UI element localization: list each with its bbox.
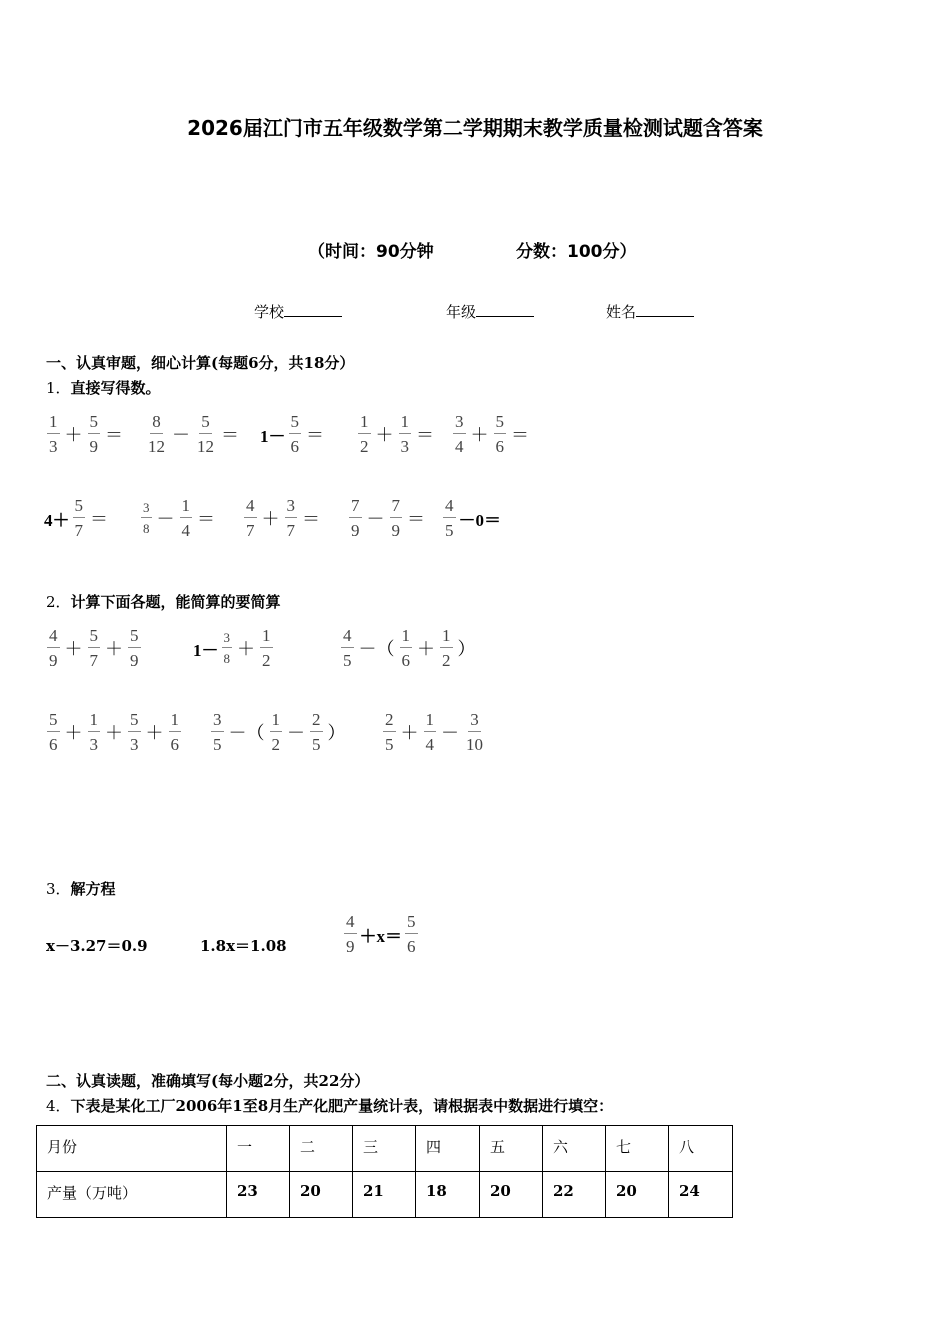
operator: － [172, 425, 190, 445]
numerator: 7 [349, 497, 362, 518]
q1-expr-c [260, 406, 326, 462]
denominator: 4 [455, 437, 464, 456]
numerator: 3 [211, 711, 224, 732]
denominator: 5 [385, 735, 394, 754]
numerator: 5 [128, 627, 141, 648]
operator: －（ [228, 723, 265, 743]
denominator: 6 [407, 937, 416, 956]
operator: ） [327, 723, 346, 743]
numerator: 5 [88, 413, 101, 434]
q1-expr-i [346, 490, 427, 546]
month-cell: 七 [606, 1126, 669, 1172]
operator: 1－ [260, 426, 286, 446]
q1-expr-h [241, 490, 322, 546]
month-cell: 五 [480, 1126, 543, 1172]
fraction [169, 711, 182, 753]
q3-equation-c [341, 906, 421, 962]
numerator: 4 [341, 627, 354, 648]
month-header: 月份 [37, 1126, 227, 1172]
table-row [37, 1172, 733, 1218]
fraction [453, 413, 466, 455]
page-title: 2026届江门市五年级数学第二学期期末教学质量检测试题含答案 [187, 116, 763, 140]
denominator: 2 [262, 651, 271, 670]
numerator: 5 [494, 413, 507, 434]
q1-expr-a [44, 406, 125, 462]
denominator: 2 [442, 651, 451, 670]
operator: ＋ [105, 639, 123, 659]
denominator: 5 [213, 735, 222, 754]
q2-number: 2． [46, 593, 71, 611]
operator: ＋ [237, 639, 255, 659]
denominator: 4 [425, 735, 434, 754]
fraction [47, 413, 60, 455]
denominator: 7 [74, 521, 83, 540]
operator: －（ [358, 639, 395, 659]
month-cell: 六 [543, 1126, 606, 1172]
fraction [211, 711, 224, 753]
denominator: 3 [400, 437, 409, 456]
numerator: 4 [47, 627, 60, 648]
denominator: 4 [181, 521, 190, 540]
operator: ＝ [302, 509, 320, 529]
grade-label: 年级 [446, 303, 477, 321]
fraction [383, 711, 396, 753]
numerator: 3 [222, 631, 233, 648]
fraction [349, 497, 362, 539]
numerator: 4 [443, 497, 456, 518]
numerator: 3 [285, 497, 298, 518]
q1-expr-g [138, 490, 217, 546]
fraction [260, 627, 273, 669]
denominator: 6 [49, 735, 58, 754]
operator: － [287, 723, 305, 743]
numerator: 2 [310, 711, 323, 732]
month-cell: 三 [353, 1126, 416, 1172]
denominator: 12 [197, 437, 214, 456]
fraction [289, 413, 302, 455]
numerator: 5 [199, 413, 212, 434]
q2-text: 计算下面各题，能简算的要简算 [70, 593, 281, 611]
denominator: 5 [445, 521, 454, 540]
fraction [195, 413, 216, 455]
fraction [310, 711, 323, 753]
fraction [128, 627, 141, 669]
exam-time: （时间：90分钟 [308, 242, 434, 262]
denominator: 5 [343, 651, 352, 670]
operator: ＋ [400, 723, 419, 743]
denominator: 6 [290, 437, 299, 456]
numerator: 1 [270, 711, 283, 732]
numerator: 1 [424, 711, 437, 732]
numerator: 5 [47, 711, 60, 732]
fraction [222, 631, 233, 665]
numerator: 1 [260, 627, 273, 648]
q3-number: 3． [46, 880, 71, 898]
numerator: 1 [180, 497, 193, 518]
month-cell: 二 [290, 1126, 353, 1172]
numerator: 5 [88, 627, 101, 648]
denominator: 6 [170, 735, 179, 754]
q2-expr-d [44, 704, 184, 760]
operator: ＝ [197, 509, 215, 529]
operator: ＋x＝ [359, 926, 402, 946]
fraction [47, 711, 60, 753]
operator: ＝ [90, 509, 108, 529]
fraction [146, 413, 167, 455]
school-label: 学校 [254, 303, 285, 321]
numerator: 1 [399, 413, 412, 434]
q3-equation-b: 1.8x＝1.08 [200, 937, 287, 955]
denominator: 6 [401, 651, 410, 670]
month-cell: 八 [669, 1126, 733, 1172]
denominator: 8 [223, 651, 230, 666]
q1-expr-j [440, 490, 501, 546]
numerator: 1 [169, 711, 182, 732]
q2-expr-c [338, 620, 478, 676]
denominator: 7 [89, 651, 98, 670]
output-cell: 20 [606, 1172, 669, 1218]
fraction [73, 497, 86, 539]
production-table [36, 1125, 733, 1218]
q1-expr-f [44, 490, 110, 546]
fraction [88, 627, 101, 669]
fraction [128, 711, 141, 753]
school-field[interactable] [254, 301, 342, 322]
operator: －0＝ [458, 510, 501, 530]
fraction [270, 711, 283, 753]
operator: ＝ [511, 425, 529, 445]
section1-heading: 一、认真审题，细心计算(每题6分，共18分） [46, 354, 355, 372]
denominator: 9 [351, 521, 360, 540]
fraction [244, 497, 257, 539]
month-cell: 一 [227, 1126, 290, 1172]
numerator: 1 [358, 413, 371, 434]
numerator: 5 [73, 497, 86, 518]
q4-number: 4． [46, 1097, 71, 1115]
denominator: 9 [346, 937, 355, 956]
operator: ＋ [261, 509, 280, 529]
numerator: 1 [88, 711, 101, 732]
operator: ＝ [407, 509, 425, 529]
q3-heading [46, 878, 116, 899]
q1-heading [46, 377, 161, 398]
numerator: 5 [128, 711, 141, 732]
fraction [440, 627, 453, 669]
exam-score: 分数：100分） [516, 242, 637, 262]
denominator: 2 [271, 735, 280, 754]
q2-expr-e [208, 704, 348, 760]
output-header: 产量（万吨） [37, 1172, 227, 1218]
q1-text: 直接写得数。 [70, 379, 161, 397]
fraction [464, 711, 485, 753]
fraction [341, 627, 354, 669]
fraction [180, 497, 193, 539]
operator: ＋ [105, 723, 123, 743]
operator: ＝ [306, 425, 324, 445]
month-cell: 四 [416, 1126, 480, 1172]
output-cell: 21 [353, 1172, 416, 1218]
numerator: 5 [405, 913, 418, 934]
q1-number: 1． [46, 379, 71, 397]
denominator: 9 [89, 437, 98, 456]
operator: ＋ [145, 723, 164, 743]
fraction [400, 627, 413, 669]
numerator: 1 [400, 627, 413, 648]
grade-field[interactable] [446, 301, 534, 322]
operator: ＋ [64, 639, 83, 659]
operator: － [156, 509, 175, 529]
fraction [424, 711, 437, 753]
fraction [88, 413, 101, 455]
numerator: 1 [440, 627, 453, 648]
denominator: 9 [49, 651, 58, 670]
output-cell: 20 [290, 1172, 353, 1218]
q2-expr-b [193, 620, 276, 676]
q1-expr-d [355, 406, 436, 462]
operator: ＋ [375, 425, 394, 445]
operator: 4＋ [44, 510, 70, 530]
q3-text: 解方程 [70, 880, 116, 898]
name-label: 姓名 [606, 303, 637, 321]
numerator: 2 [383, 711, 396, 732]
table-row [37, 1126, 733, 1172]
denominator: 6 [495, 437, 504, 456]
numerator: 3 [468, 711, 481, 732]
denominator: 12 [148, 437, 165, 456]
denominator: 9 [391, 521, 400, 540]
denominator: 7 [246, 521, 255, 540]
operator: 1－ [193, 640, 219, 660]
denominator: 9 [130, 651, 139, 670]
denominator: 2 [360, 437, 369, 456]
numerator: 3 [453, 413, 466, 434]
q2-heading [46, 591, 281, 612]
output-cell: 20 [480, 1172, 543, 1218]
q4-heading [46, 1095, 613, 1116]
operator: ） [457, 639, 476, 659]
numerator: 1 [47, 413, 60, 434]
q2-expr-a [44, 620, 144, 676]
denominator: 5 [312, 735, 321, 754]
operator: ＋ [417, 639, 435, 659]
operator: － [441, 723, 459, 743]
operator: ＋ [470, 425, 489, 445]
q1-expr-e [450, 406, 531, 462]
section2-heading: 二、认真读题，准确填写(每小题2分，共22分） [46, 1072, 370, 1090]
operator: ＝ [416, 425, 434, 445]
q3-equation-a: x－3.27＝0.9 [46, 937, 148, 955]
fraction [47, 627, 60, 669]
operator: ＝ [105, 425, 123, 445]
operator: ＝ [221, 425, 239, 445]
numerator: 8 [150, 413, 163, 434]
output-cell: 24 [669, 1172, 733, 1218]
numerator: 5 [289, 413, 302, 434]
q1-expr-b [143, 406, 241, 462]
fraction [443, 497, 456, 539]
operator: ＋ [64, 723, 83, 743]
name-field[interactable] [606, 301, 694, 322]
output-cell: 22 [543, 1172, 606, 1218]
fraction [390, 497, 403, 539]
denominator: 8 [143, 521, 150, 536]
fraction [494, 413, 507, 455]
output-cell: 18 [416, 1172, 480, 1218]
denominator: 7 [286, 521, 295, 540]
denominator: 3 [49, 437, 58, 456]
denominator: 3 [89, 735, 98, 754]
q2-expr-f [380, 704, 488, 760]
fraction [399, 413, 412, 455]
fraction [405, 913, 418, 955]
fraction [358, 413, 371, 455]
operator: ＋ [64, 425, 83, 445]
denominator: 3 [130, 735, 139, 754]
numerator: 3 [141, 501, 152, 518]
denominator: 10 [466, 735, 483, 754]
fraction [344, 913, 357, 955]
numerator: 4 [244, 497, 257, 518]
fraction [88, 711, 101, 753]
q4-text: 下表是某化工厂2006年1至8月生产化肥产量统计表，请根据表中数据进行填空： [70, 1097, 614, 1115]
fraction [141, 501, 152, 535]
operator: － [366, 509, 385, 529]
numerator: 7 [390, 497, 403, 518]
fraction [285, 497, 298, 539]
output-cell: 23 [227, 1172, 290, 1218]
numerator: 4 [344, 913, 357, 934]
